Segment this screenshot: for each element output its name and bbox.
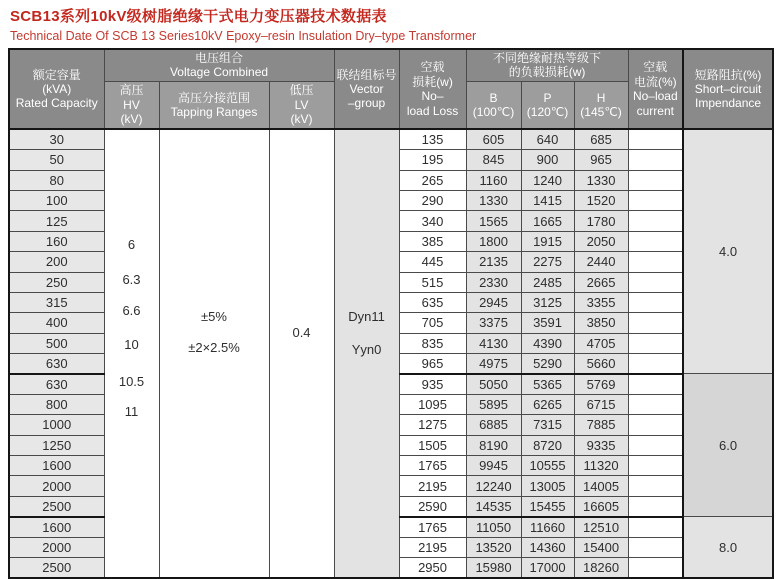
header-line: B xyxy=(489,90,498,105)
loss-b-cell: 13520 xyxy=(466,537,521,557)
transformer-data-table xyxy=(8,48,774,579)
loss-b-cell: 5050 xyxy=(466,374,521,394)
header-rated-capacity xyxy=(9,49,104,129)
noload-loss-cell: 935 xyxy=(399,374,466,394)
noload-current-cell xyxy=(628,211,683,231)
noload-loss-cell: 385 xyxy=(399,231,466,251)
noload-loss-cell: 195 xyxy=(399,150,466,170)
rated-capacity-cell: 50 xyxy=(9,150,104,170)
title-block xyxy=(0,0,780,43)
rated-capacity-cell: 2500 xyxy=(9,496,104,516)
noload-current-cell xyxy=(628,252,683,272)
header-line: 空载 xyxy=(420,60,445,75)
noload-loss-cell: 1765 xyxy=(399,517,466,537)
hv-values-cell-values xyxy=(105,130,159,577)
loss-p-cell: 7315 xyxy=(521,415,574,435)
loss-b-cell: 3375 xyxy=(466,313,521,333)
noload-loss-cell: 1505 xyxy=(399,435,466,455)
loss-b-cell: 1565 xyxy=(466,211,521,231)
header-line: H xyxy=(596,90,606,105)
loss-p-cell: 5290 xyxy=(521,354,574,374)
rated-capacity-cell: 800 xyxy=(9,394,104,414)
loss-h-cell: 3355 xyxy=(574,292,628,312)
noload-current-cell xyxy=(628,313,683,333)
merged-value: 6.6 xyxy=(122,302,141,318)
header-vector-group xyxy=(334,49,399,129)
loss-p-cell: 11660 xyxy=(521,517,574,537)
rated-capacity-cell: 160 xyxy=(9,231,104,251)
header-line: 不同绝缘耐热等级下 xyxy=(493,51,602,65)
header-line: HV xyxy=(123,97,140,112)
vector-group-cell-values xyxy=(335,130,399,577)
loss-h-cell: 965 xyxy=(574,150,628,170)
tapping-range-cell xyxy=(159,129,269,578)
rated-capacity-cell: 80 xyxy=(9,170,104,190)
header-line: 空载 xyxy=(643,60,668,75)
header-line: LV xyxy=(294,97,309,112)
loss-p-cell: 900 xyxy=(521,150,574,170)
loss-p-cell: 3591 xyxy=(521,313,574,333)
lv-value-cell-values xyxy=(270,130,334,577)
loss-h-cell: 14005 xyxy=(574,476,628,496)
header-lv xyxy=(269,81,334,129)
vector-group-cell xyxy=(334,129,399,578)
noload-current-cell xyxy=(628,517,683,537)
noload-current-cell xyxy=(628,150,683,170)
noload-loss-cell: 2195 xyxy=(399,476,466,496)
page-title: SCB13系列10kV级树脂绝缘干式电力变压器技术数据表 xyxy=(10,8,387,25)
loss-p-cell: 6265 xyxy=(521,394,574,414)
noload-loss-cell: 635 xyxy=(399,292,466,312)
loss-p-cell: 3125 xyxy=(521,292,574,312)
loss-h-cell: 5769 xyxy=(574,374,628,394)
header-line: (kVA) xyxy=(42,81,72,96)
merged-value: ±5% xyxy=(201,308,227,324)
noload-loss-cell: 445 xyxy=(399,252,466,272)
loss-b-cell: 1800 xyxy=(466,231,521,251)
lv-value-cell xyxy=(269,129,334,578)
rated-capacity-cell: 30 xyxy=(9,129,104,149)
header-line: 损耗(w) xyxy=(412,74,453,89)
header-line: P xyxy=(543,90,552,105)
rated-capacity-cell: 100 xyxy=(9,190,104,210)
rated-capacity-cell: 1600 xyxy=(9,456,104,476)
header-line: (100℃) xyxy=(472,105,515,120)
loss-p-cell: 15455 xyxy=(521,496,574,516)
header-line: current xyxy=(636,103,674,118)
loss-b-cell: 605 xyxy=(466,129,521,149)
loss-b-cell: 12240 xyxy=(466,476,521,496)
noload-loss-cell: 1765 xyxy=(399,456,466,476)
noload-current-cell xyxy=(628,231,683,251)
loss-h-cell: 11320 xyxy=(574,456,628,476)
loss-p-cell: 1240 xyxy=(521,170,574,190)
loss-b-cell: 1160 xyxy=(466,170,521,190)
noload-current-cell xyxy=(628,394,683,414)
noload-current-cell xyxy=(628,354,683,374)
rated-capacity-cell: 630 xyxy=(9,374,104,394)
loss-h-cell: 3850 xyxy=(574,313,628,333)
impedance-cell: 4.0 xyxy=(683,129,773,374)
merged-value: 10 xyxy=(124,336,139,352)
table-row xyxy=(9,129,773,149)
loss-b-cell: 6885 xyxy=(466,415,521,435)
header-line: Short–circuit xyxy=(694,81,762,96)
loss-p-cell: 4390 xyxy=(521,333,574,353)
noload-current-cell xyxy=(628,496,683,516)
header-loss-h xyxy=(574,81,628,129)
noload-current-cell xyxy=(628,476,683,496)
loss-h-cell: 16605 xyxy=(574,496,628,516)
loss-p-cell: 1915 xyxy=(521,231,574,251)
hv-values-cell xyxy=(104,129,159,578)
noload-current-cell xyxy=(628,170,683,190)
noload-current-cell xyxy=(628,129,683,149)
noload-current-cell xyxy=(628,374,683,394)
loss-h-cell: 4705 xyxy=(574,333,628,353)
header-line: (120℃) xyxy=(526,105,569,120)
header-loss-p xyxy=(521,81,574,129)
header-line: 高压 xyxy=(119,83,144,98)
noload-loss-cell: 135 xyxy=(399,129,466,149)
loss-b-cell: 2135 xyxy=(466,252,521,272)
loss-p-cell: 1665 xyxy=(521,211,574,231)
tapping-range-cell-values xyxy=(160,130,269,577)
noload-current-cell xyxy=(628,272,683,292)
loss-h-cell: 12510 xyxy=(574,517,628,537)
loss-p-cell: 2275 xyxy=(521,252,574,272)
loss-h-cell: 7885 xyxy=(574,415,628,435)
loss-p-cell: 10555 xyxy=(521,456,574,476)
rated-capacity-cell: 2000 xyxy=(9,537,104,557)
header-line: 额定容量 xyxy=(32,67,81,82)
header-line: 联结组标号 xyxy=(336,67,397,82)
merged-value: 10.5 xyxy=(118,374,145,390)
loss-h-cell: 685 xyxy=(574,129,628,149)
table-body xyxy=(9,129,773,578)
noload-loss-cell: 290 xyxy=(399,190,466,210)
rated-capacity-cell: 200 xyxy=(9,252,104,272)
rated-capacity-cell: 125 xyxy=(9,211,104,231)
header-loss-b xyxy=(466,81,521,129)
loss-h-cell: 5660 xyxy=(574,354,628,374)
header-line: Impendance xyxy=(695,96,762,111)
loss-p-cell: 5365 xyxy=(521,374,574,394)
loss-b-cell: 15980 xyxy=(466,557,521,577)
header-line: load Loss xyxy=(406,103,459,118)
loss-h-cell: 2050 xyxy=(574,231,628,251)
header-line: 高压分接范围 xyxy=(177,90,250,105)
noload-loss-cell: 2195 xyxy=(399,537,466,557)
rated-capacity-cell: 250 xyxy=(9,272,104,292)
loss-h-cell: 1330 xyxy=(574,170,628,190)
merged-value: 0.4 xyxy=(292,324,311,340)
rated-capacity-cell: 500 xyxy=(9,333,104,353)
header-line: (kV) xyxy=(290,112,313,127)
rated-capacity-cell: 1600 xyxy=(9,517,104,537)
header-line: 低压 xyxy=(289,83,314,98)
merged-value: 11 xyxy=(124,404,139,420)
impedance-cell: 8.0 xyxy=(683,517,773,578)
header-voltage-combined xyxy=(104,49,334,81)
noload-current-cell xyxy=(628,456,683,476)
loss-b-cell: 8190 xyxy=(466,435,521,455)
header-line: (145℃) xyxy=(580,105,622,120)
loss-h-cell: 2665 xyxy=(574,272,628,292)
loss-h-cell: 1780 xyxy=(574,211,628,231)
rated-capacity-cell: 315 xyxy=(9,292,104,312)
noload-loss-cell: 965 xyxy=(399,354,466,374)
loss-p-cell: 1415 xyxy=(521,190,574,210)
loss-b-cell: 4975 xyxy=(466,354,521,374)
loss-h-cell: 18260 xyxy=(574,557,628,577)
noload-loss-cell: 1095 xyxy=(399,394,466,414)
noload-loss-cell: 340 xyxy=(399,211,466,231)
header-line: 电流(%) xyxy=(633,74,677,89)
loss-h-cell: 1520 xyxy=(574,190,628,210)
loss-p-cell: 14360 xyxy=(521,537,574,557)
noload-loss-cell: 515 xyxy=(399,272,466,292)
rated-capacity-cell: 630 xyxy=(9,354,104,374)
header-short-circuit-impedance xyxy=(683,49,773,129)
noload-loss-cell: 2950 xyxy=(399,557,466,577)
impedance-cell: 6.0 xyxy=(683,374,773,517)
loss-b-cell: 2330 xyxy=(466,272,521,292)
rated-capacity-cell: 2000 xyxy=(9,476,104,496)
rated-capacity-cell: 1000 xyxy=(9,415,104,435)
loss-p-cell: 17000 xyxy=(521,557,574,577)
loss-b-cell: 9945 xyxy=(466,456,521,476)
header-line: –group xyxy=(347,96,386,111)
loss-h-cell: 2440 xyxy=(574,252,628,272)
loss-b-cell: 11050 xyxy=(466,517,521,537)
header-line: 的负载损耗(w) xyxy=(508,65,586,80)
rated-capacity-cell: 1250 xyxy=(9,435,104,455)
page-subtitle: Technical Date Of SCB 13 Series10kV Epoxy–resin Insulation Dry–type Transformer xyxy=(10,29,477,43)
noload-current-cell xyxy=(628,292,683,312)
loss-p-cell: 13005 xyxy=(521,476,574,496)
header-hv xyxy=(104,81,159,129)
header-tapping-ranges xyxy=(159,81,269,129)
loss-b-cell: 14535 xyxy=(466,496,521,516)
noload-current-cell xyxy=(628,333,683,353)
loss-p-cell: 640 xyxy=(521,129,574,149)
merged-value: 6.3 xyxy=(122,272,141,288)
table-header xyxy=(9,49,773,129)
header-line: Vector xyxy=(349,81,384,96)
noload-loss-cell: 2590 xyxy=(399,496,466,516)
header-noload-loss xyxy=(399,49,466,129)
loss-h-cell: 15400 xyxy=(574,537,628,557)
header-line: 短路阻抗(%) xyxy=(694,67,762,82)
noload-loss-cell: 835 xyxy=(399,333,466,353)
noload-loss-cell: 265 xyxy=(399,170,466,190)
header-line: (kV) xyxy=(120,112,143,127)
loss-b-cell: 4130 xyxy=(466,333,521,353)
noload-loss-cell: 1275 xyxy=(399,415,466,435)
header-noload-current xyxy=(628,49,683,129)
loss-p-cell: 8720 xyxy=(521,435,574,455)
header-load-loss-group xyxy=(466,49,628,81)
noload-loss-cell: 705 xyxy=(399,313,466,333)
rated-capacity-cell: 400 xyxy=(9,313,104,333)
noload-current-cell xyxy=(628,190,683,210)
loss-h-cell: 9335 xyxy=(574,435,628,455)
merged-value: ±2×2.5% xyxy=(188,340,240,356)
noload-current-cell xyxy=(628,537,683,557)
loss-b-cell: 845 xyxy=(466,150,521,170)
loss-h-cell: 6715 xyxy=(574,394,628,414)
header-line: No–load xyxy=(632,89,678,104)
header-line: 电压组合 xyxy=(195,51,244,65)
merged-value: Yyn0 xyxy=(351,342,382,358)
merged-value: Dyn11 xyxy=(348,308,385,324)
merged-value: 6 xyxy=(127,236,136,252)
loss-b-cell: 1330 xyxy=(466,190,521,210)
header-line: Tapping Ranges xyxy=(170,105,258,120)
loss-b-cell: 2945 xyxy=(466,292,521,312)
loss-p-cell: 2485 xyxy=(521,272,574,292)
rated-capacity-cell: 2500 xyxy=(9,557,104,577)
loss-b-cell: 5895 xyxy=(466,394,521,414)
noload-current-cell xyxy=(628,415,683,435)
header-line: Rated Capacity xyxy=(15,96,98,111)
header-line: No– xyxy=(421,89,444,104)
noload-current-cell xyxy=(628,435,683,455)
header-line: Voltage Combined xyxy=(169,65,269,80)
